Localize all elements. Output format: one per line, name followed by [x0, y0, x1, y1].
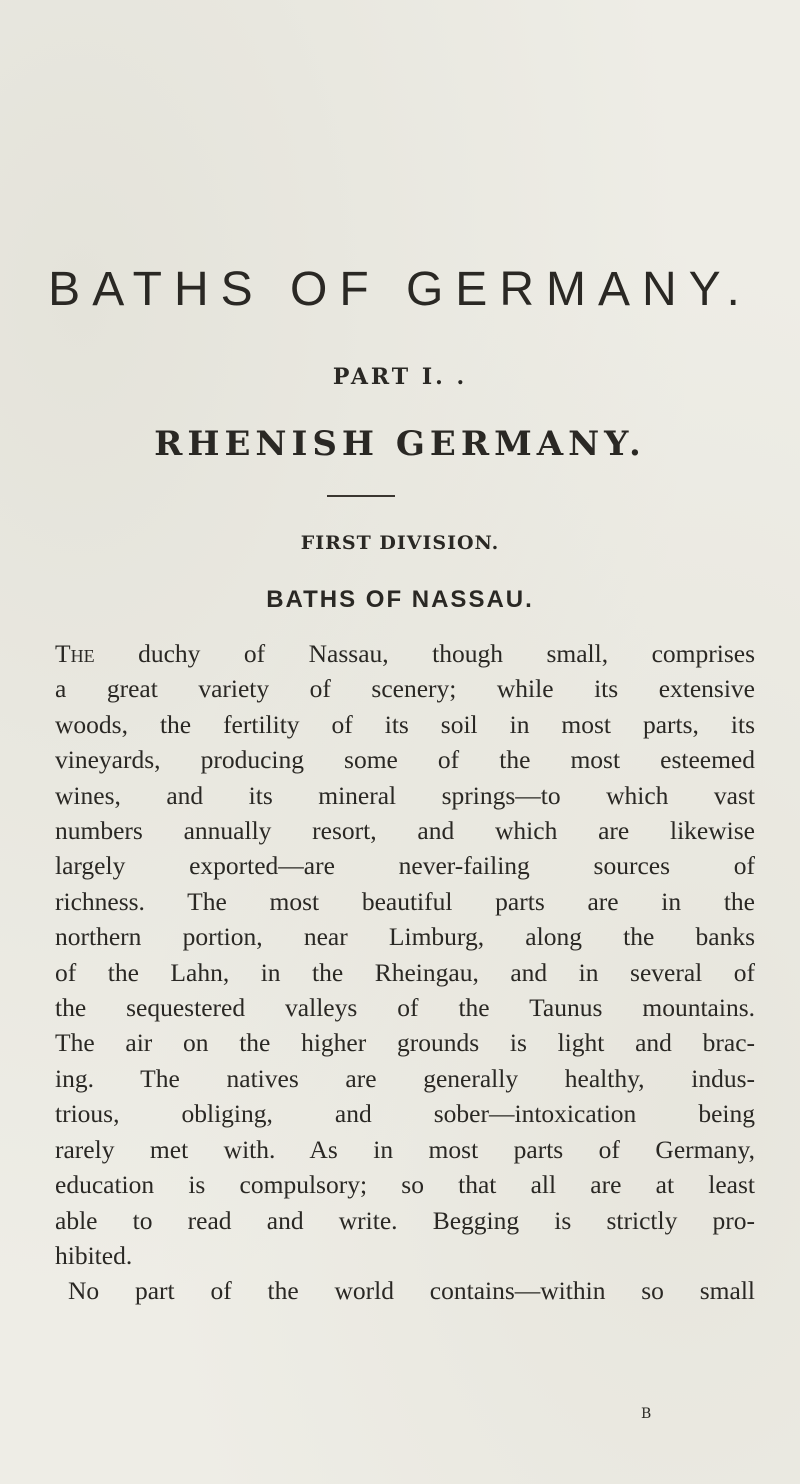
body-line: hibited.	[55, 1240, 133, 1270]
body-line: northern portion, near Limburg, along the banks	[55, 922, 755, 952]
part-heading: PART I. .	[332, 364, 468, 390]
body-line: numbers annually resort, and which are likewise	[55, 816, 755, 846]
body-line: largely exported—are never-failing sources of	[55, 851, 755, 881]
division-heading: FIRST DIVISION.	[300, 532, 500, 554]
divider-rule	[327, 495, 395, 497]
body-line: wines, and its mineral springs—to which vast	[55, 780, 755, 810]
body-line: education is compulsory; so that all are at least	[55, 1170, 755, 1200]
drop-word: The	[55, 639, 95, 668]
body-text	[55, 636, 755, 1309]
body-line: of the Lahn, in the Rheingau, and in several of	[55, 957, 755, 987]
subsection-heading: BATHS OF NASSAU.	[266, 586, 534, 613]
body-line: able to read and write. Begging is strictly pro-	[55, 1205, 755, 1235]
body-line: vineyards, producing some of the most esteemed	[55, 745, 755, 775]
book-title: BATHS OF GERMANY.	[48, 263, 752, 316]
section-title: RHENISH GERMANY.	[154, 424, 646, 464]
body-line: the sequestered valleys of the Taunus mountains.	[55, 993, 755, 1023]
body-line: No part of the world contains—within so small	[68, 1276, 755, 1306]
body-line	[55, 636, 755, 671]
body-line: a great variety of scenery; while its extensive	[55, 674, 755, 704]
body-line: richness. The most beautiful parts are in the	[55, 886, 755, 916]
signature-mark: B	[641, 1406, 652, 1422]
body-line: rarely met with. As in most parts of Germany,	[55, 1134, 755, 1164]
body-line: ing. The natives are generally healthy, indus-	[55, 1063, 755, 1093]
body-line-text: duchy of Nassau, though small, comprises	[138, 639, 755, 668]
body-line: trious, obliging, and sober—intoxication being	[55, 1099, 755, 1129]
body-line: The air on the higher grounds is light and brac-	[55, 1028, 755, 1058]
body-line: woods, the fertility of its soil in most parts, its	[55, 709, 755, 739]
